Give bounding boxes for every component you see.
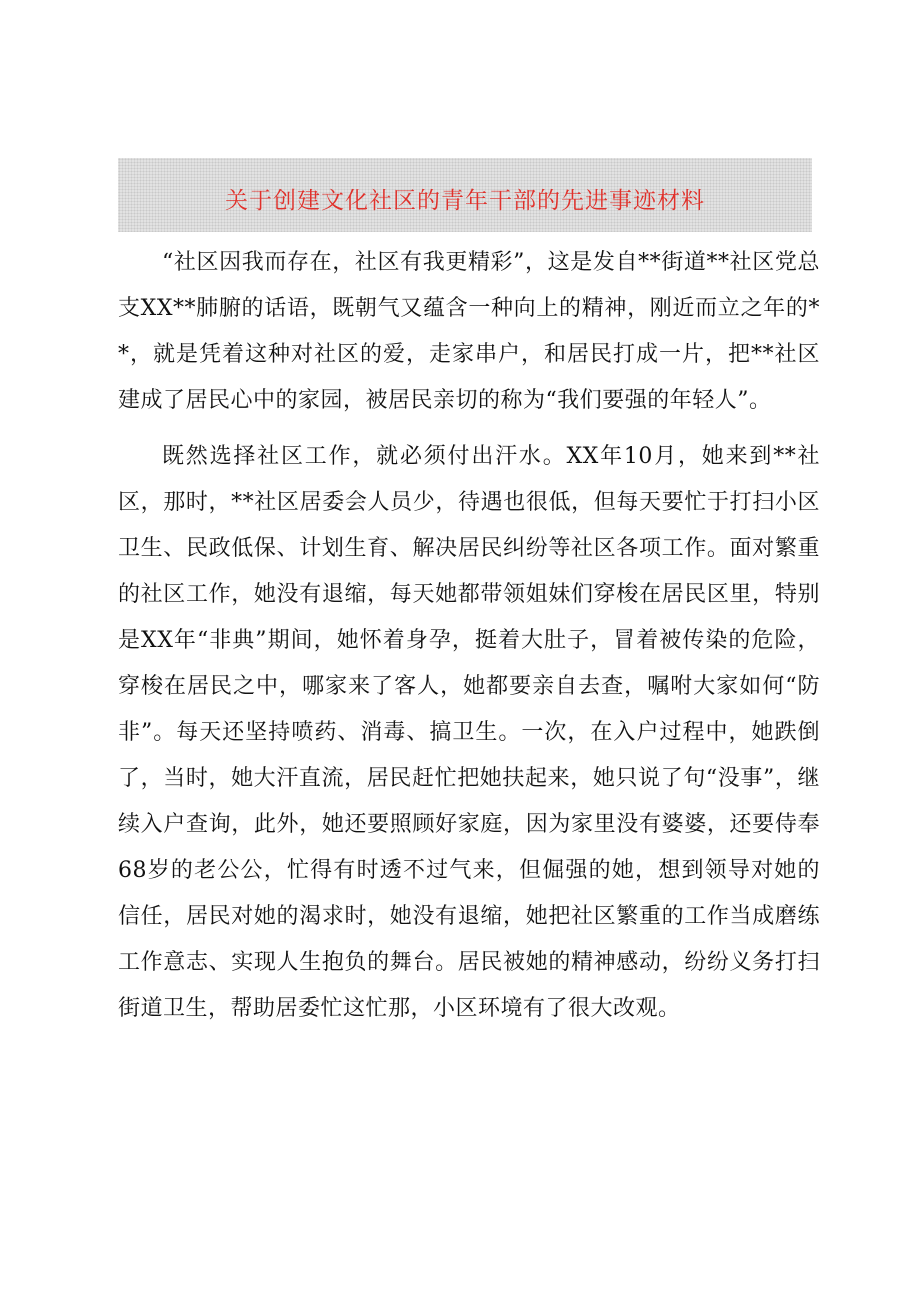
paragraph-1: “社区因我而存在，社区有我更精彩”，这是发自**街道**社区党总支XX**肺腑的话语，既朝气又蕴含一种向上的精神，刚近而立之年的**，就是凭着这种对社区的爱，走家串户，和居民打成一片，把**社区建成了居民心中的家园，被居民亲切的称为“我们要强的年轻人”。: [118, 250, 820, 413]
document-title: 关于创建文化社区的青年干部的先进事迹材料: [225, 187, 705, 214]
paragraph-2: 既然选择社区工作，就必须付出汗水。XX年10月，她来到**社区，那时，**社区居委会人员少，待遇也很低，但每天要忙于打扫小区卫生、民政低保、计划生育、解决居民纠纷等社区各项工作。面对繁重的社区工作，她没有退缩，每天她都带领姐妹们穿梭在居民区里，特别是XX年“非典”期间，她怀着身孕，挺着大肚子，冒着被传染的危险，穿梭在居民之中，哪家来了客人，她都要亲自去查，嘱咐大家如何“防非”。每天还坚持喷药、消毒、搞卫生。一次，在入户过程中，她跌倒了，当时，她大汗直流，居民赶忙把她扶起来，她只说了句“没事”，继续入户查询，此外，她还要照顾好家庭，因为家里没有婆婆，还要侍奉68岁的老公公，忙得有时透不过气来，但倔强的她，想到领导对她的信任，居民对她的渴求时，她没有退缩，她把社区繁重的工作当成磨练工作意志、实现人生抱负的舞台。居民被她的精神感动，纷纷义务打扫街道卫生，帮助居委忙这忙那，小区环境有了很大改观。: [118, 444, 820, 1021]
title-banner: [118, 158, 812, 232]
document-body: [118, 240, 820, 1032]
